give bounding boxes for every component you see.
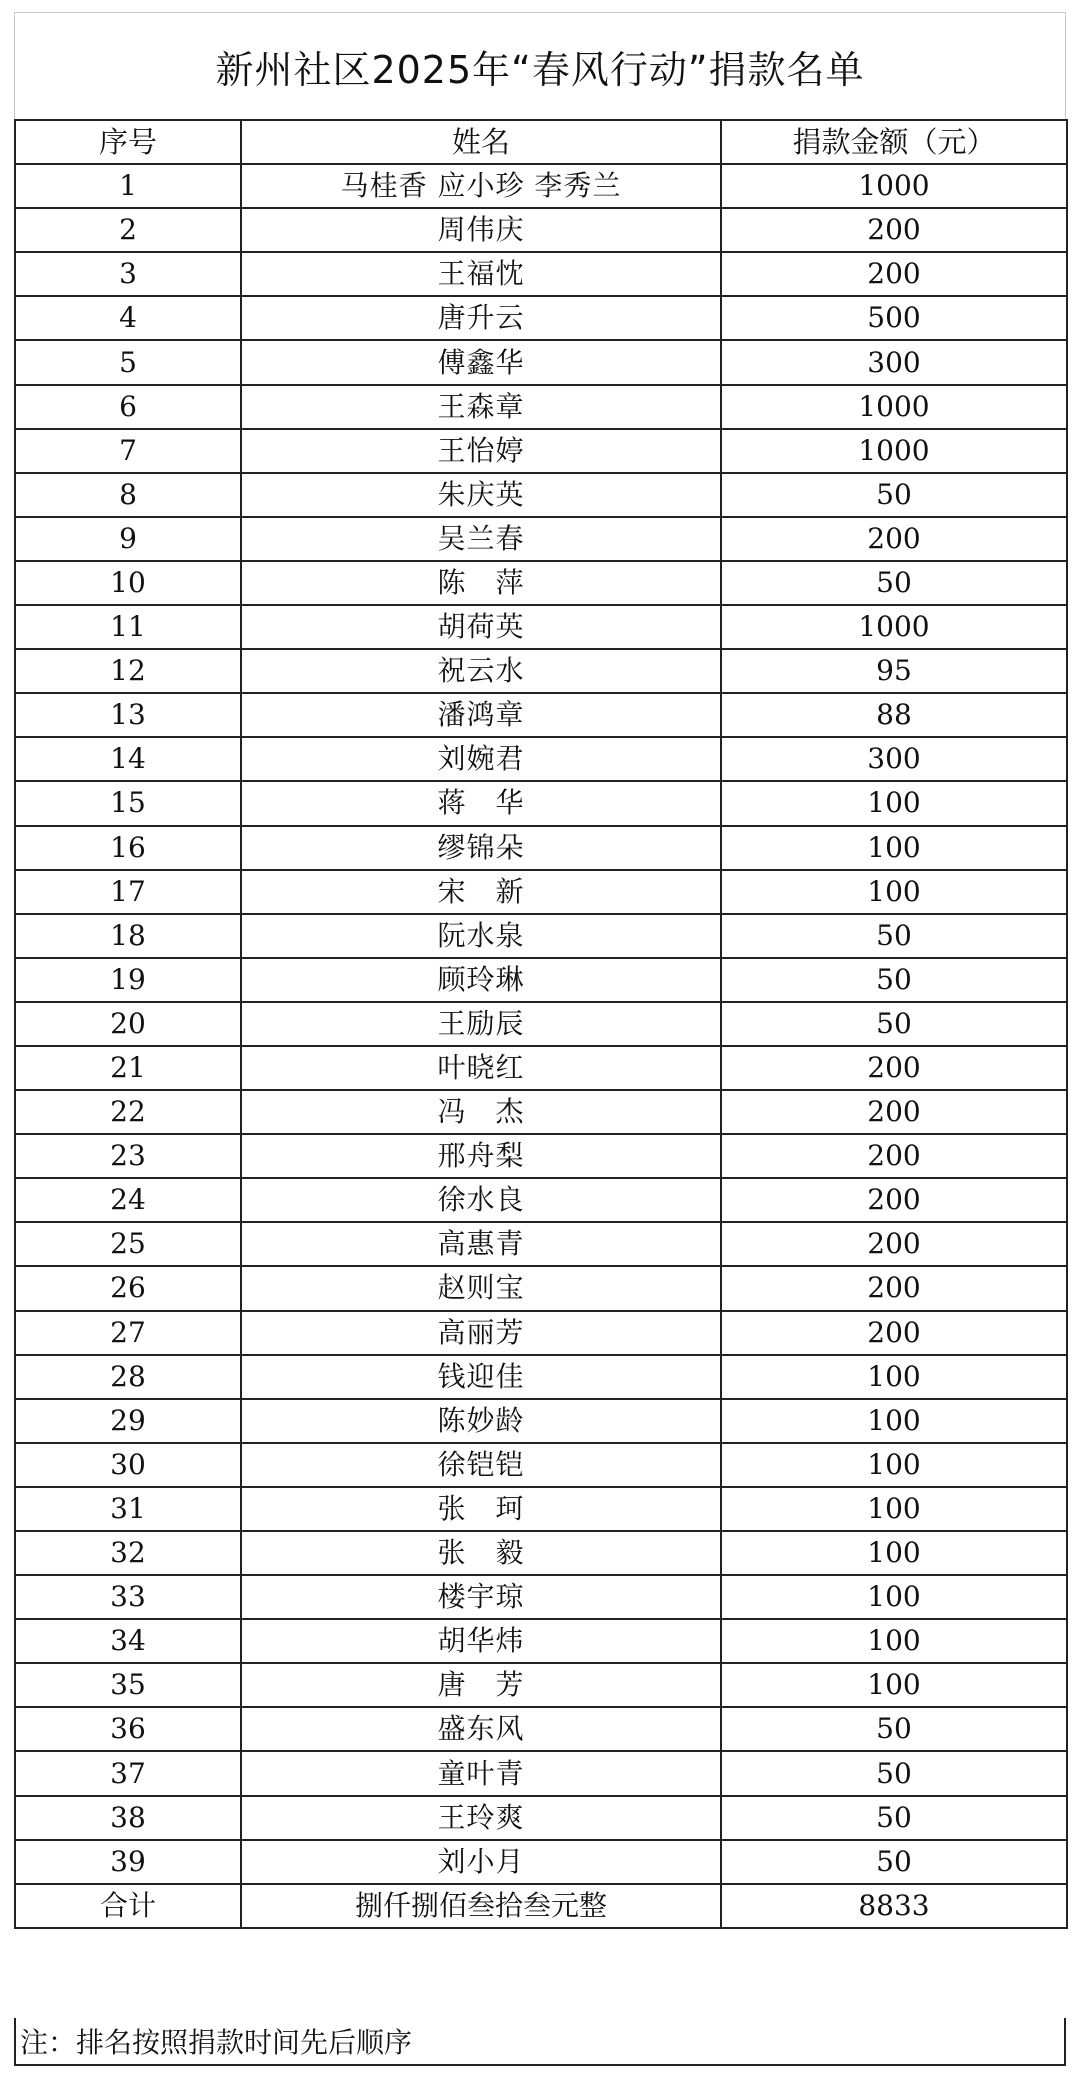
row-no: 36 — [15, 1707, 241, 1751]
row-no: 32 — [15, 1531, 241, 1575]
row-amount: 50 — [721, 1002, 1067, 1046]
total-amount: 8833 — [721, 1884, 1067, 1928]
row-amount: 100 — [721, 870, 1067, 914]
row-no: 15 — [15, 781, 241, 825]
row-amount: 500 — [721, 296, 1067, 340]
row-no: 27 — [15, 1311, 241, 1355]
header-name: 姓名 — [241, 120, 721, 164]
table-row — [15, 1222, 1067, 1266]
row-amount: 200 — [721, 1090, 1067, 1134]
row-name: 王励辰 — [241, 1002, 721, 1046]
row-no: 35 — [15, 1663, 241, 1707]
row-amount: 300 — [721, 340, 1067, 384]
row-name: 刘婉君 — [241, 737, 721, 781]
table-row — [15, 1399, 1067, 1443]
table-row — [15, 385, 1067, 429]
table-row — [15, 473, 1067, 517]
row-amount: 50 — [721, 914, 1067, 958]
table-row — [15, 1575, 1067, 1619]
row-no: 5 — [15, 340, 241, 384]
row-no: 13 — [15, 693, 241, 737]
row-no: 12 — [15, 649, 241, 693]
row-no: 6 — [15, 385, 241, 429]
row-no: 1 — [15, 164, 241, 208]
row-name: 童叶青 — [241, 1751, 721, 1795]
row-name: 宋 新 — [241, 870, 721, 914]
table-row — [15, 605, 1067, 649]
table-row — [15, 737, 1067, 781]
row-name: 王福忱 — [241, 252, 721, 296]
row-no: 2 — [15, 208, 241, 252]
table-row — [15, 914, 1067, 958]
row-no: 29 — [15, 1399, 241, 1443]
row-no: 10 — [15, 561, 241, 605]
row-no: 14 — [15, 737, 241, 781]
row-name: 周伟庆 — [241, 208, 721, 252]
row-amount: 100 — [721, 1531, 1067, 1575]
row-name: 王玲爽 — [241, 1796, 721, 1840]
row-name: 朱庆英 — [241, 473, 721, 517]
row-no: 39 — [15, 1840, 241, 1884]
row-no: 20 — [15, 1002, 241, 1046]
row-no: 11 — [15, 605, 241, 649]
table-row — [15, 429, 1067, 473]
header-row — [15, 120, 1067, 164]
row-amount: 200 — [721, 1266, 1067, 1310]
table-row — [15, 340, 1067, 384]
row-amount: 50 — [721, 1796, 1067, 1840]
row-name: 阮水泉 — [241, 914, 721, 958]
row-name: 刘小月 — [241, 1840, 721, 1884]
header-no: 序号 — [15, 120, 241, 164]
row-no: 25 — [15, 1222, 241, 1266]
row-no: 24 — [15, 1178, 241, 1222]
table-body — [15, 164, 1067, 1884]
row-amount: 200 — [721, 1046, 1067, 1090]
row-amount: 100 — [721, 1487, 1067, 1531]
row-name: 顾玲琳 — [241, 958, 721, 1002]
row-amount: 95 — [721, 649, 1067, 693]
row-name: 赵则宝 — [241, 1266, 721, 1310]
row-name: 胡荷英 — [241, 605, 721, 649]
row-amount: 50 — [721, 1840, 1067, 1884]
row-amount: 200 — [721, 1134, 1067, 1178]
row-name: 傅鑫华 — [241, 340, 721, 384]
row-no: 34 — [15, 1619, 241, 1663]
total-amount-in-words: 捌仟捌佰叁拾叁元整 — [241, 1884, 721, 1928]
row-amount: 1000 — [721, 429, 1067, 473]
table-row — [15, 781, 1067, 825]
row-name: 陈 萍 — [241, 561, 721, 605]
table-row — [15, 1619, 1067, 1663]
row-amount: 200 — [721, 252, 1067, 296]
row-amount: 100 — [721, 1619, 1067, 1663]
row-name: 高惠青 — [241, 1222, 721, 1266]
row-no: 21 — [15, 1046, 241, 1090]
row-no: 38 — [15, 1796, 241, 1840]
table-row — [15, 1751, 1067, 1795]
row-no: 37 — [15, 1751, 241, 1795]
row-name: 胡华炜 — [241, 1619, 721, 1663]
table-row — [15, 1002, 1067, 1046]
table-row — [15, 1796, 1067, 1840]
table-row — [15, 1707, 1067, 1751]
table-row — [15, 1266, 1067, 1310]
row-no: 19 — [15, 958, 241, 1002]
row-no: 7 — [15, 429, 241, 473]
row-name: 张 珂 — [241, 1487, 721, 1531]
row-name: 陈妙龄 — [241, 1399, 721, 1443]
table-row — [15, 1134, 1067, 1178]
row-name: 徐铠铠 — [241, 1443, 721, 1487]
row-amount: 50 — [721, 958, 1067, 1002]
row-amount: 200 — [721, 517, 1067, 561]
table-row — [15, 958, 1067, 1002]
page-title: 新州社区2025年“春风行动”捐款名单 — [215, 47, 865, 92]
row-name: 张 毅 — [241, 1531, 721, 1575]
row-amount: 50 — [721, 1707, 1067, 1751]
row-name: 唐升云 — [241, 296, 721, 340]
row-no: 9 — [15, 517, 241, 561]
row-amount: 200 — [721, 208, 1067, 252]
row-name: 冯 杰 — [241, 1090, 721, 1134]
row-name: 盛东风 — [241, 1707, 721, 1751]
row-amount: 1000 — [721, 605, 1067, 649]
row-amount: 50 — [721, 473, 1067, 517]
table-row — [15, 164, 1067, 208]
row-amount: 100 — [721, 781, 1067, 825]
row-amount: 88 — [721, 693, 1067, 737]
row-no: 26 — [15, 1266, 241, 1310]
row-name: 徐水良 — [241, 1178, 721, 1222]
table-row — [15, 561, 1067, 605]
row-no: 4 — [15, 296, 241, 340]
row-no: 30 — [15, 1443, 241, 1487]
table-row — [15, 1090, 1067, 1134]
row-no: 17 — [15, 870, 241, 914]
row-amount: 100 — [721, 1663, 1067, 1707]
row-name: 高丽芳 — [241, 1311, 721, 1355]
row-amount: 100 — [721, 1575, 1067, 1619]
row-no: 16 — [15, 826, 241, 870]
row-name: 王怡婷 — [241, 429, 721, 473]
table-row — [15, 1443, 1067, 1487]
row-amount: 50 — [721, 1751, 1067, 1795]
donation-sheet — [14, 12, 1066, 2066]
table-row — [15, 208, 1067, 252]
table-row — [15, 252, 1067, 296]
table-row — [15, 870, 1067, 914]
table-row — [15, 693, 1067, 737]
table-row — [15, 1487, 1067, 1531]
table-row — [15, 1355, 1067, 1399]
row-name: 邢舟梨 — [241, 1134, 721, 1178]
row-no: 3 — [15, 252, 241, 296]
row-amount: 1000 — [721, 164, 1067, 208]
row-name: 王森章 — [241, 385, 721, 429]
row-no: 28 — [15, 1355, 241, 1399]
row-amount: 200 — [721, 1178, 1067, 1222]
row-name: 叶晓红 — [241, 1046, 721, 1090]
row-name: 祝云水 — [241, 649, 721, 693]
row-name: 楼宇琼 — [241, 1575, 721, 1619]
table-row — [15, 296, 1067, 340]
table-row — [15, 1663, 1067, 1707]
row-no: 31 — [15, 1487, 241, 1531]
row-name: 唐 芳 — [241, 1663, 721, 1707]
table-row — [15, 1840, 1067, 1884]
row-amount: 1000 — [721, 385, 1067, 429]
row-amount: 100 — [721, 826, 1067, 870]
row-amount: 50 — [721, 561, 1067, 605]
table-row — [15, 517, 1067, 561]
row-amount: 100 — [721, 1443, 1067, 1487]
row-amount: 200 — [721, 1222, 1067, 1266]
donation-table — [14, 119, 1068, 1929]
row-name: 蒋 华 — [241, 781, 721, 825]
table-row — [15, 1311, 1067, 1355]
row-amount: 100 — [721, 1355, 1067, 1399]
row-name: 钱迎佳 — [241, 1355, 721, 1399]
row-no: 23 — [15, 1134, 241, 1178]
row-name: 吴兰春 — [241, 517, 721, 561]
row-amount: 200 — [721, 1311, 1067, 1355]
row-name: 马桂香 应小珍 李秀兰 — [241, 164, 721, 208]
row-no: 22 — [15, 1090, 241, 1134]
table-row — [15, 826, 1067, 870]
total-row — [15, 1884, 1067, 1928]
footnote-text: 注：排名按照捐款时间先后顺序 — [20, 2026, 413, 2059]
row-amount: 100 — [721, 1399, 1067, 1443]
row-no: 33 — [15, 1575, 241, 1619]
total-label: 合计 — [15, 1884, 241, 1928]
table-row — [15, 1178, 1067, 1222]
row-no: 8 — [15, 473, 241, 517]
title-box — [14, 12, 1066, 119]
row-no: 18 — [15, 914, 241, 958]
row-name: 潘鸿章 — [241, 693, 721, 737]
table-row — [15, 649, 1067, 693]
header-amount: 捐款金额（元） — [721, 120, 1067, 164]
row-name: 缪锦朵 — [241, 826, 721, 870]
table-row — [15, 1046, 1067, 1090]
row-amount: 300 — [721, 737, 1067, 781]
table-row — [15, 1531, 1067, 1575]
footnote — [14, 2018, 1066, 2066]
